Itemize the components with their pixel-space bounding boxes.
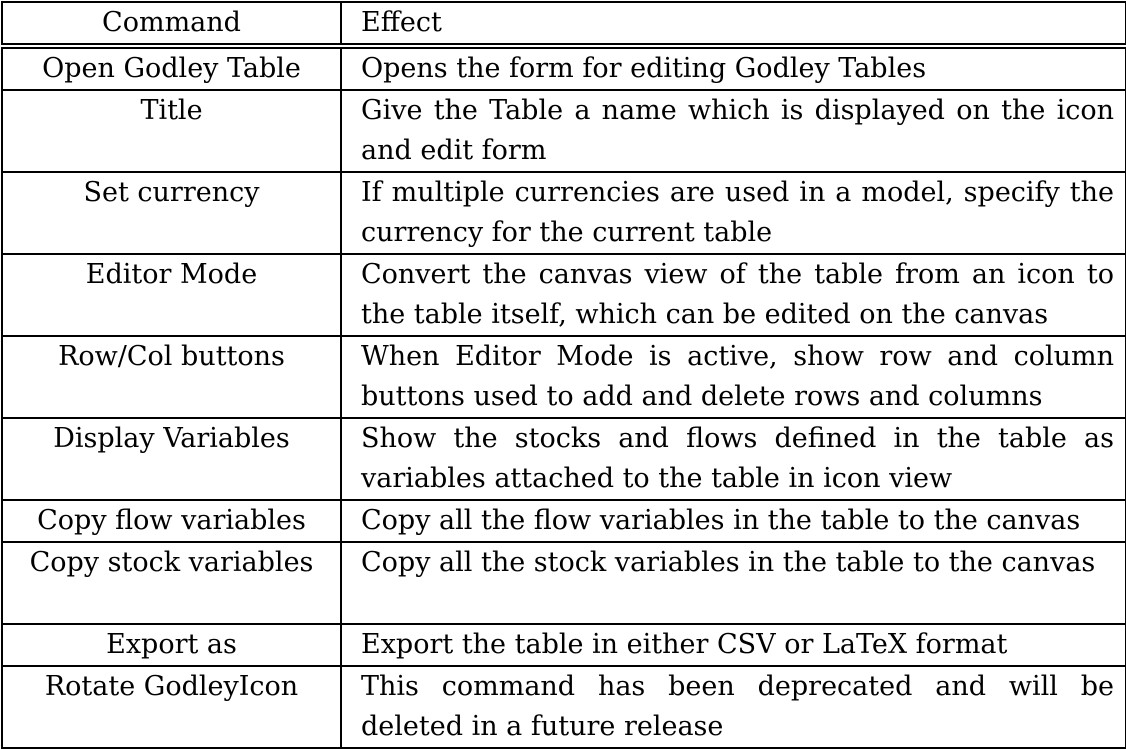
- command-cell: Copy flow variables: [2, 500, 341, 542]
- table-row: [2, 172, 1126, 254]
- command-cell: Set currency: [2, 172, 341, 254]
- command-cell: Editor Mode: [2, 254, 341, 336]
- effect-cell: Show the stocks and flows defined in the table as variables attached to the table in icon view: [341, 418, 1126, 500]
- command-cell: Rotate GodleyIcon: [2, 666, 341, 748]
- command-cell: Copy stock variables: [2, 542, 341, 624]
- effect-cell: When Editor Mode is active, show row and column buttons used to add and delete rows and columns: [341, 336, 1126, 418]
- commands-table: [1, 1, 1126, 749]
- table-row: [2, 624, 1126, 666]
- table-row: [2, 500, 1126, 542]
- table-row: [2, 336, 1126, 418]
- effect-cell: Copy all the stock variables in the table to the canvas: [341, 542, 1126, 624]
- table-row: [2, 666, 1126, 748]
- header-row: [2, 2, 1126, 46]
- table-row: [2, 254, 1126, 336]
- table-row: [2, 46, 1126, 90]
- command-cell: Row/Col buttons: [2, 336, 341, 418]
- command-cell: Title: [2, 90, 341, 172]
- header-command: Command: [2, 2, 341, 46]
- effect-cell: Give the Table a name which is displayed on the icon and edit form: [341, 90, 1126, 172]
- table-body: [2, 46, 1126, 748]
- effect-cell: If multiple currencies are used in a model, specify the currency for the current table: [341, 172, 1126, 254]
- table-row: [2, 90, 1126, 172]
- table-row: [2, 542, 1126, 624]
- table-header: [2, 2, 1126, 46]
- command-cell: Export as: [2, 624, 341, 666]
- effect-cell: Export the table in either CSV or LaTeX format: [341, 624, 1126, 666]
- effect-cell: Copy all the flow variables in the table to the canvas: [341, 500, 1126, 542]
- table-row: [2, 418, 1126, 500]
- command-cell: Display Variables: [2, 418, 341, 500]
- command-cell: Open Godley Table: [2, 46, 341, 90]
- header-effect: Effect: [341, 2, 1126, 46]
- effect-cell: Convert the canvas view of the table from an icon to the table itself, which can be edited on the canvas: [341, 254, 1126, 336]
- effect-cell: This command has been deprecated and will be deleted in a future release: [341, 666, 1126, 748]
- effect-cell: Opens the form for editing Godley Tables: [341, 46, 1126, 90]
